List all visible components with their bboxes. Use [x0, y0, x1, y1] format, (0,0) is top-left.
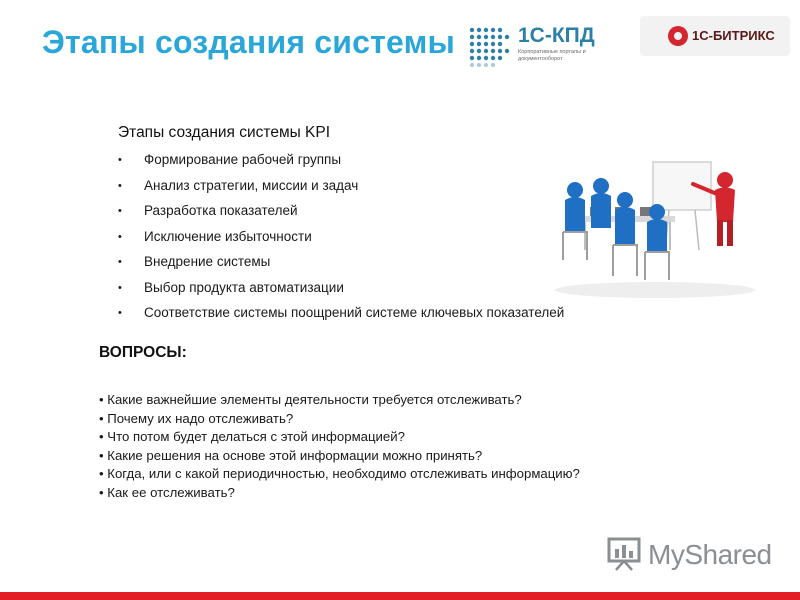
- list-item: • Формирование рабочей группы: [118, 152, 564, 178]
- myshared-watermark: [606, 535, 772, 575]
- list-item: • Внедрение системы: [118, 254, 564, 280]
- list-item: • Что потом будет делаться с этой информацией?: [99, 429, 580, 448]
- bottom-accent-bar: [0, 592, 800, 600]
- list-item: • Какие важнейшие элементы деятельности требуется отслеживать?: [99, 392, 580, 411]
- watermark-text: MyShared: [648, 539, 772, 570]
- list-item: • Исключение избыточности: [118, 229, 564, 255]
- kpd-logo: [466, 24, 611, 68]
- section-subtitle: Этапы создания системы KPI: [118, 124, 331, 141]
- bitrix-circle-icon: [668, 26, 688, 46]
- list-item: • Какие решения на основе этой информации можно принять?: [99, 448, 580, 467]
- list-item: • Когда, или с какой периодичностью, необходимо отслеживать информацию?: [99, 466, 580, 485]
- list-item: • Разработка показателей: [118, 203, 564, 229]
- steps-list: [118, 152, 564, 331]
- list-item: • Соответствие системы поощрений системе ключевых показателей: [118, 305, 564, 331]
- presentation-board-icon: [606, 535, 644, 571]
- bitrix-logo: [640, 16, 790, 56]
- questions-title: ВОПРОСЫ:: [99, 344, 187, 361]
- kpd-logo-tagline: Корпоративные порталы и документооборот: [518, 49, 586, 62]
- kpd-logo-name: 1С-КПД: [518, 24, 595, 47]
- list-item: • Выбор продукта автоматизации: [118, 280, 564, 306]
- list-item: • Как ее отслеживать?: [99, 485, 580, 504]
- presentation-illustration: [545, 150, 775, 300]
- kpd-dots-icon: [466, 24, 512, 68]
- slide-title: Этапы создания системы: [42, 24, 455, 60]
- list-item: • Почему их надо отслеживать?: [99, 411, 580, 430]
- list-item: • Анализ стратегии, миссии и задач: [118, 178, 564, 204]
- bitrix-logo-name: 1С-БИТРИКС: [692, 28, 775, 43]
- questions-list: [99, 392, 580, 504]
